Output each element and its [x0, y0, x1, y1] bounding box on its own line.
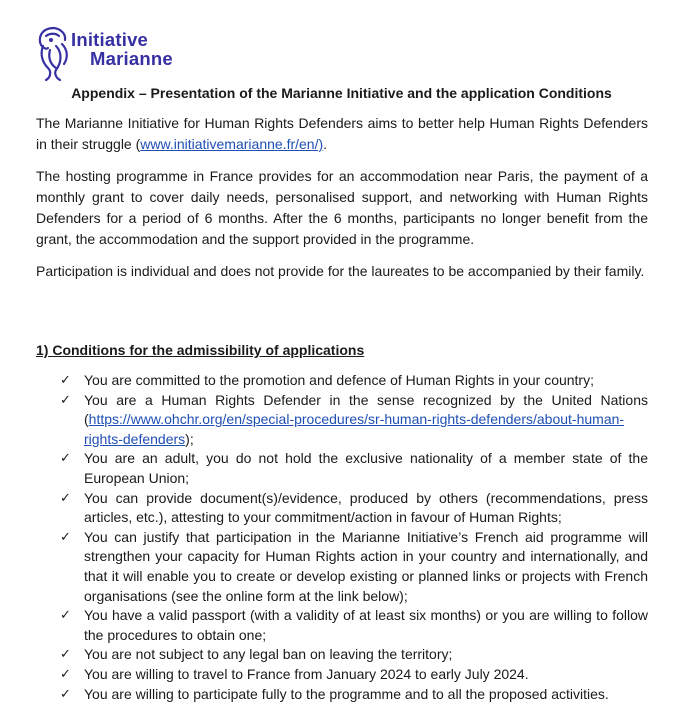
checkmark-icon: ✓: [60, 529, 71, 545]
page-title: Appendix – Presentation of the Marianne Initiative and the application Conditions: [71, 85, 612, 101]
checkmark-icon: ✓: [60, 490, 71, 506]
list-item: [60, 528, 648, 606]
list-item-text: You are not subject to any legal ban on leaving the territory;: [84, 646, 453, 663]
list-item-text: You are a Human Rights Defender in the sense recognized by the United Nations (: [84, 391, 648, 428]
ohchr-link[interactable]: https://www.ohchr.org/en/special-procedures/sr-human-rights-defenders/about-human-rights-defenders: [84, 411, 625, 447]
initiative-marianne-logo: [34, 24, 204, 82]
list-item-text: You are committed to the promotion and defence of Human Rights in your country;: [84, 372, 594, 388]
list-item: [60, 665, 648, 685]
intro-paragraph-1: [36, 113, 648, 155]
section-heading-admissibility: 1) Conditions for the admissibility of applications: [36, 342, 365, 358]
logo-text-line2: Marianne: [90, 48, 173, 69]
list-item-text: You have a valid passport (with a validity of at least six months) or you are willing to follow the procedures to obtain one;: [84, 607, 648, 643]
checkmark-icon: ✓: [60, 608, 71, 624]
list-item: [60, 645, 648, 665]
initiative-website-link[interactable]: www.initiativemarianne.fr/en/): [140, 136, 324, 152]
list-item: [60, 685, 648, 705]
checkmark-icon: ✓: [60, 392, 71, 408]
list-item: [60, 371, 648, 391]
checkmark-icon: ✓: [60, 451, 71, 467]
intro-p1-end: .: [323, 136, 328, 152]
marianne-profile-icon: [34, 24, 74, 82]
intro-paragraph-3: Participation is individual and does not provide for the laureates to be accompanied by their family.: [36, 263, 645, 279]
list-item-text: You are an adult, you do not hold the exclusive nationality of a member state of the European Union;: [84, 450, 648, 486]
list-item-end: );: [185, 430, 194, 447]
list-item: [60, 449, 648, 488]
checkmark-icon: ✓: [60, 666, 71, 682]
list-item-text: You are willing to participate fully to the programme and to all the proposed activities.: [84, 685, 609, 702]
intro-p1-text: The Marianne Initiative for Human Rights Defenders aims to better help Human Rights Defenders in their struggle (: [36, 115, 648, 152]
list-item: [60, 606, 648, 645]
intro-paragraph-2: The hosting programme in France provides for an accommodation near Paris, the payment of a monthly grant to cover daily needs, personalised support, and networking with Human Rights Defenders for a period of 6 months. After the 6 months, participants no longer benefit from the grant, the accommodation and the support provided in the programme.: [36, 168, 648, 247]
admissibility-checklist: [60, 371, 648, 704]
checkmark-icon: ✓: [60, 373, 71, 388]
logo-text-line1: Initiative: [71, 29, 149, 50]
list-item-text: You are willing to travel to France from January 2024 to early July 2024.: [84, 665, 529, 682]
list-item: [60, 489, 648, 528]
list-item-text: You can justify that participation in the Marianne Initiative’s French aid programme will strengthen your capacity for Human Rights action in your country and internationally, and that it will enable you to create or develop existing or planned links or projects with French organisations (see the online form at the link below);: [84, 528, 648, 604]
checkmark-icon: ✓: [60, 647, 71, 663]
list-item-text: You can provide document(s)/evidence, produced by others (recommendations, press articles, etc.), attesting to your commitment/action in favour of Human Rights;: [84, 489, 648, 526]
checkmark-icon: ✓: [60, 686, 71, 702]
list-item: [60, 391, 648, 450]
